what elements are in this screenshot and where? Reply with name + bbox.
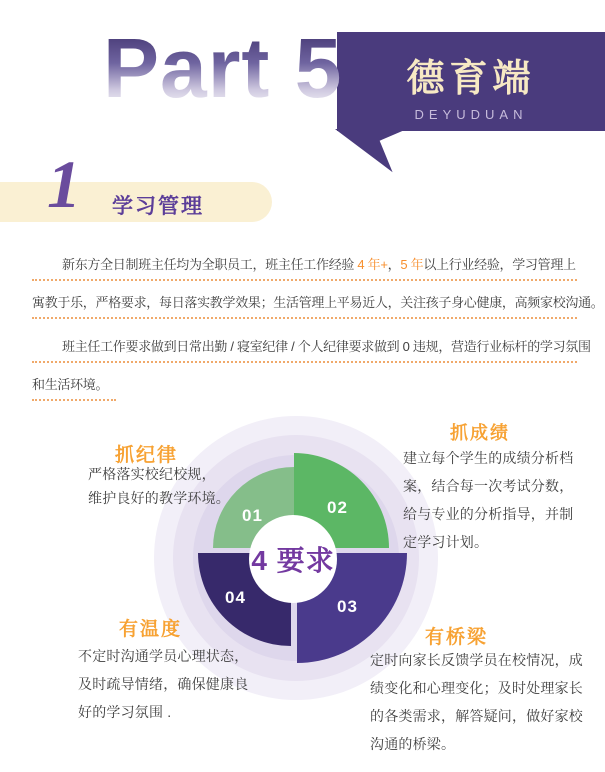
bridge-line-4: 沟通的桥梁。 xyxy=(370,736,456,752)
block-title-warmth: 有温度 xyxy=(119,619,183,640)
section-title: 学习管理 xyxy=(112,195,204,218)
badge-tail-shape xyxy=(335,129,407,174)
block-title-bridge: 有桥梁 xyxy=(425,627,489,648)
intro-line-1-end: 以上行业经验，学习管理上 xyxy=(423,257,576,272)
intro-line-1-sep: ， xyxy=(387,257,401,272)
intro-line-2: 寓教于乐，严格要求，每日落实教学效果；生活管理上平易近人，关注孩子身心健康，高频家校沟通。 xyxy=(32,288,577,319)
block-body-discipline xyxy=(88,462,230,510)
highlight-years-1: 4 年+ xyxy=(357,257,388,272)
segment-label-02: 02 xyxy=(327,498,348,517)
grades-line-4: 定学习计划。 xyxy=(403,534,489,550)
intro-line-1 xyxy=(32,250,577,281)
bridge-line-2: 绩变化和心理变化；及时处理家长 xyxy=(370,680,583,696)
block-title-grades: 抓成绩 xyxy=(450,423,510,443)
part-heading: Part 5 xyxy=(103,18,342,118)
block-body-warmth xyxy=(78,642,248,726)
block-title-discipline: 抓纪律 xyxy=(115,445,179,466)
badge-subtitle: DEYUDUAN xyxy=(414,107,528,122)
grades-line-3: 给与专业的分析指导，并制 xyxy=(403,506,574,522)
intro-line-3: 班主任工作要求做到日常出勤 / 寝室纪律 / 个人纪律要求做到 0 违规，营造行业标杆的学习氛围 xyxy=(32,332,577,363)
warmth-line-2: 及时疏导情绪，确保健康良 xyxy=(78,676,249,692)
bridge-line-3: 的各类需求，解答疑问，做好家校 xyxy=(370,708,583,724)
wheel-center-label: 4 要求 xyxy=(251,545,335,576)
part-badge xyxy=(337,32,605,131)
block-body-grades xyxy=(403,444,573,556)
intro-line-4: 和生活环境。 xyxy=(32,370,116,401)
badge-title: 德育端 xyxy=(406,58,536,100)
warmth-line-1: 不定时沟通学员心理状态， xyxy=(78,648,249,664)
segment-label-04: 04 xyxy=(225,588,246,607)
block-body-bridge xyxy=(370,646,583,758)
intro-paragraphs xyxy=(32,250,604,408)
intro-paragraph-2 xyxy=(32,332,591,408)
discipline-line-2: 维护良好的教学环境。 xyxy=(88,490,230,506)
bridge-line-1: 定时向家长反馈学员在校情况，成 xyxy=(370,652,583,668)
wheel-center-circle xyxy=(249,515,337,603)
intro-line-1-text: 新东方全日制班主任均为全职员工，班主任工作经验 xyxy=(62,257,358,272)
section-number: 1 xyxy=(47,146,81,222)
highlight-years-2: 5 年 xyxy=(400,257,424,272)
discipline-line-1: 严格落实校纪校规， xyxy=(88,466,216,482)
segment-label-01: 01 xyxy=(242,506,263,525)
segment-label-03: 03 xyxy=(337,597,358,616)
grades-line-2: 案，结合每一次考试分数， xyxy=(403,478,574,494)
warmth-line-3: 好的学习氛围 . xyxy=(78,704,172,720)
grades-line-1: 建立每个学生的成绩分析档 xyxy=(403,450,574,466)
